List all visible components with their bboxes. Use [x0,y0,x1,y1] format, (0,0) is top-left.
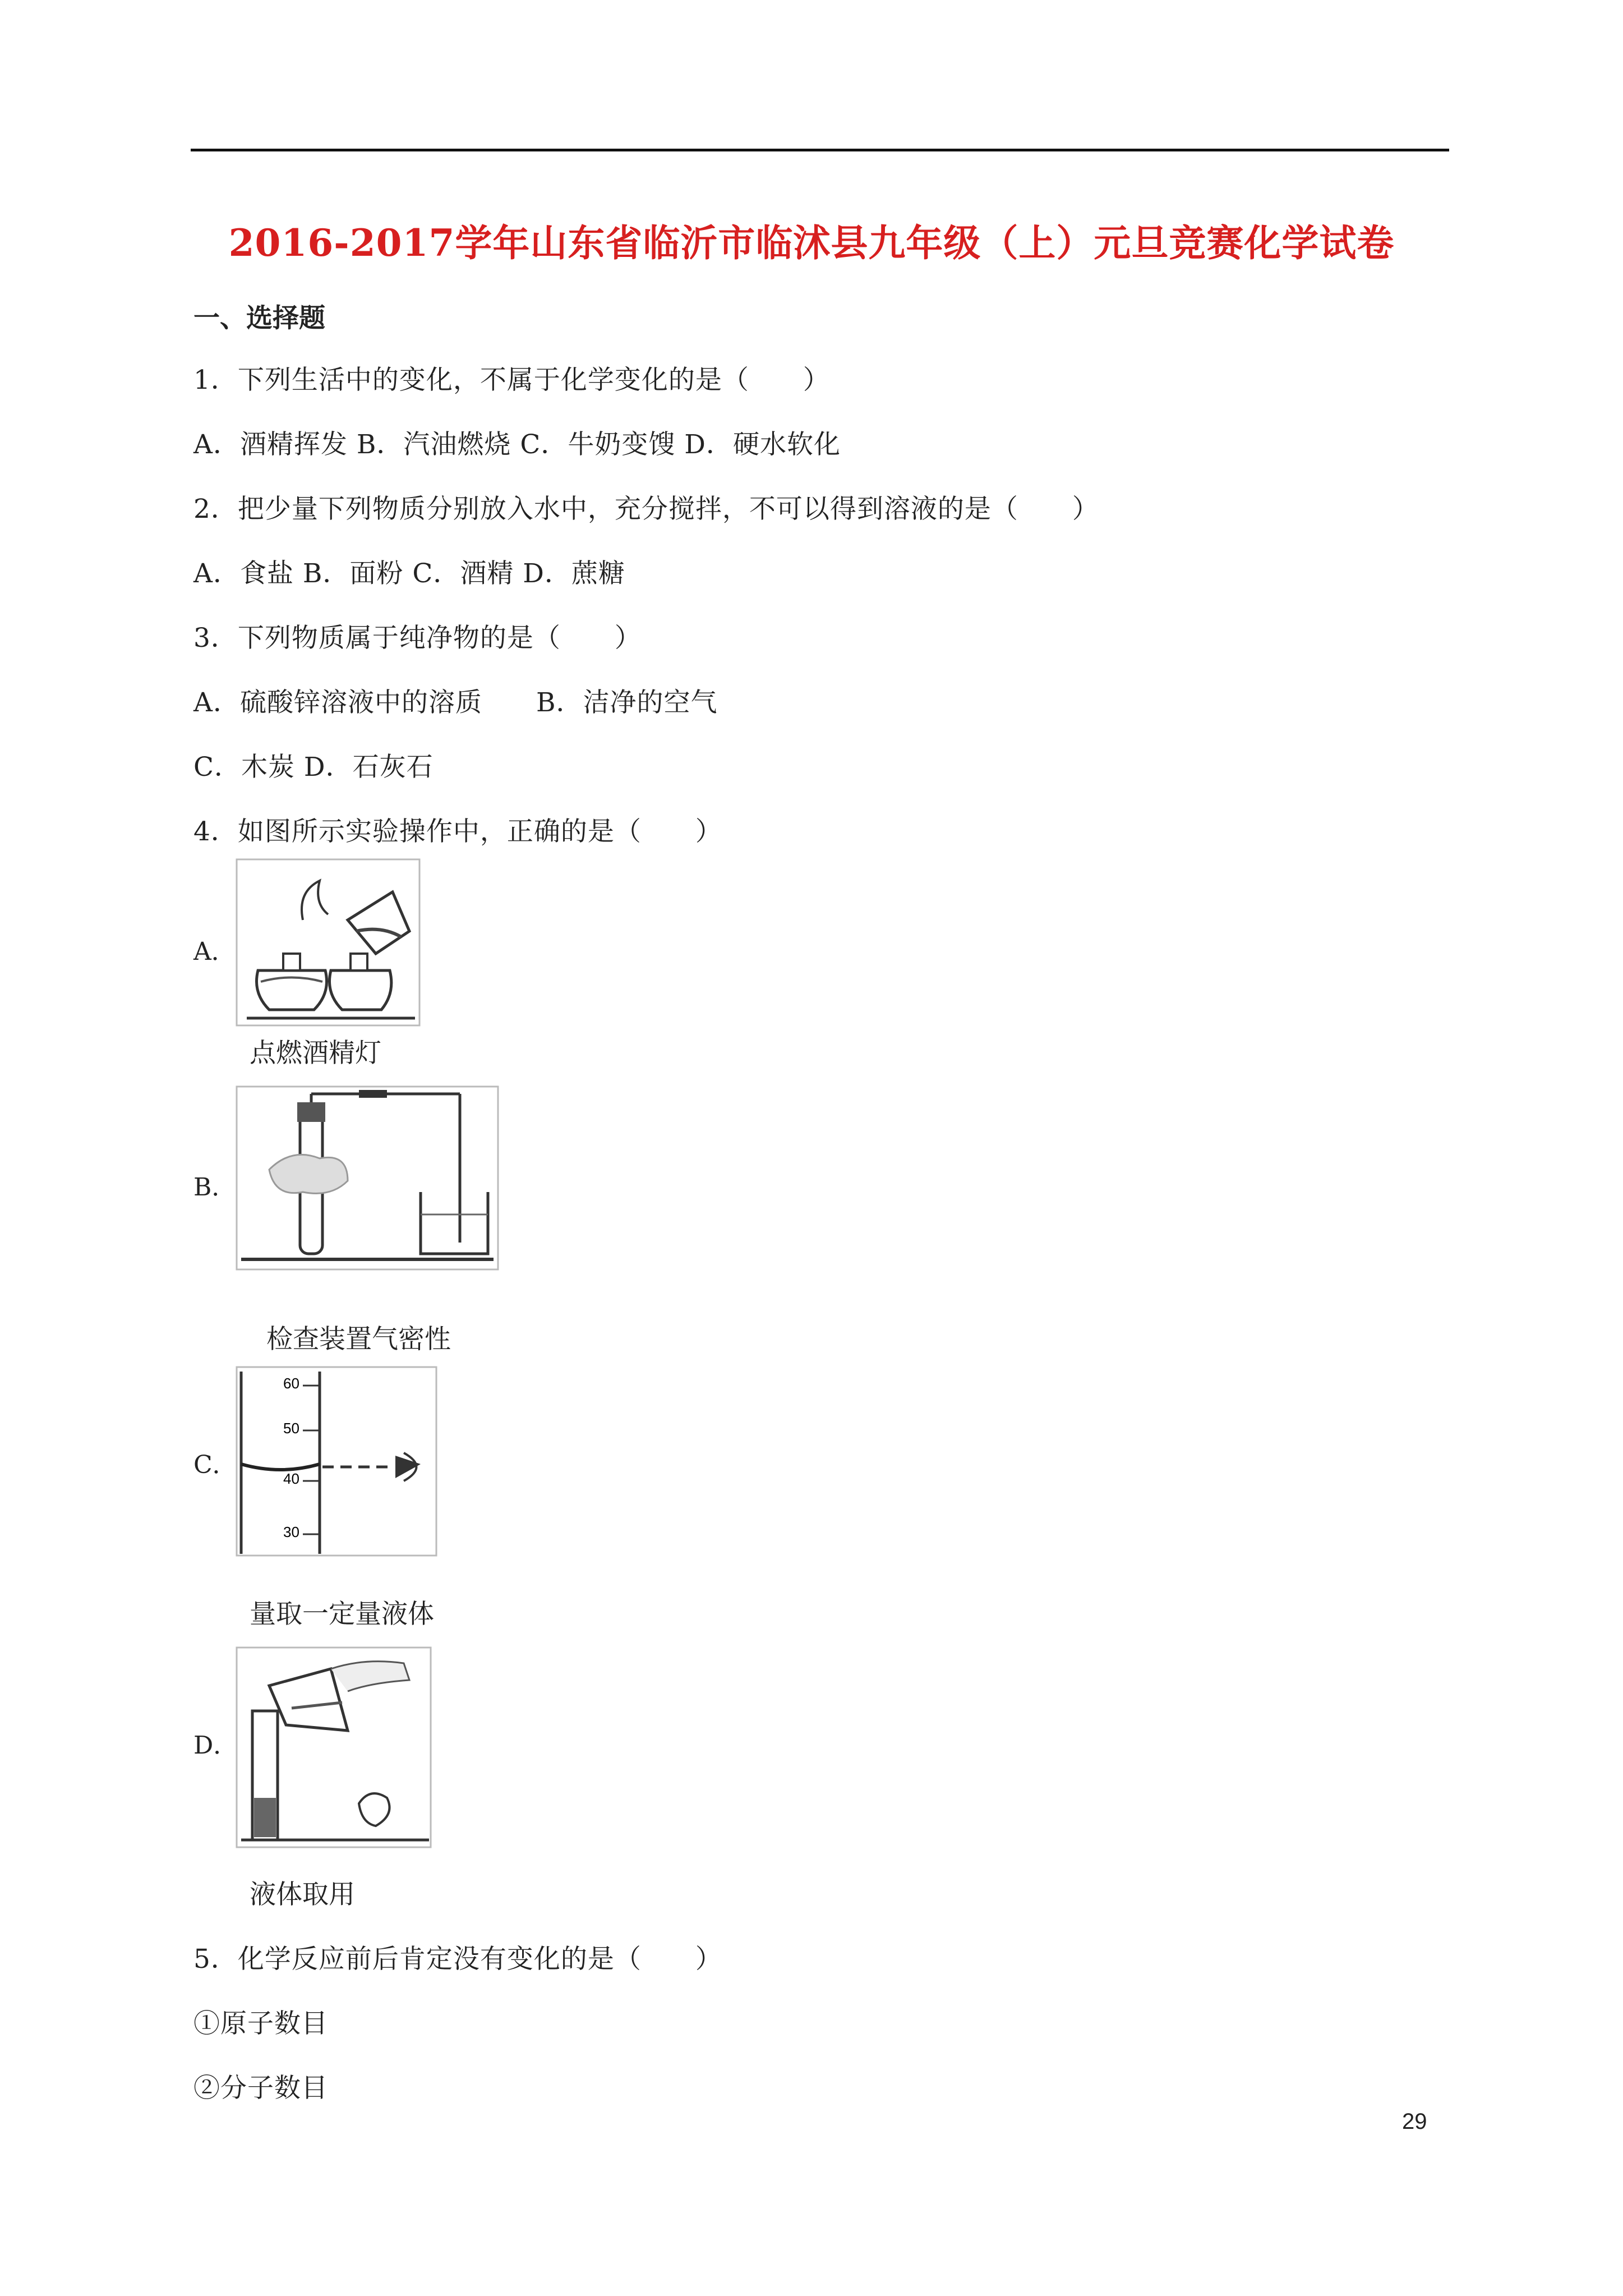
option-d-caption: 液体取用 [250,1879,355,1910]
paper-title: 2016-2017学年山东省临沂市临沭县九年级（上）元旦竞赛化学试卷 [228,221,1395,265]
option-a-caption: 点燃酒精灯 [250,1038,381,1069]
section-heading: 一、选择题 [193,303,325,334]
question-3: 3．下列物质属于纯净物的是（ ） [193,623,642,654]
tick-label-60: 60 [283,1375,299,1392]
header-rule [191,149,1449,151]
tick-label-40: 40 [283,1470,299,1487]
question-5-item-1: ①原子数目 [193,2008,328,2039]
figure-light-alcohol-lamp [236,858,421,1027]
question-3-options-row1: A．硫酸锌溶液中的溶质 B．洁净的空气 [193,687,718,718]
figure-measure-liquid [236,1366,437,1557]
tick-label-50: 50 [283,1420,299,1437]
option-d-label: D． [193,1731,238,1760]
figure-check-airtightness [236,1085,499,1271]
question-4: 4．如图所示实验操作中，正确的是（ ） [193,816,722,847]
tick-label-30: 30 [283,1524,299,1540]
figure-pour-liquid [236,1646,432,1848]
option-b-caption: 检查装置气密性 [266,1324,451,1355]
question-5-item-2: ②分子数目 [193,2073,328,2104]
option-a-label: A． [193,937,236,966]
question-3-options-row2: C．木炭 D．石灰石 [193,752,434,783]
question-1: 1．下列生活中的变化，不属于化学变化的是（ ） [193,365,830,395]
option-c-label: C． [193,1451,237,1479]
page-number: 29 [1402,2109,1427,2134]
option-c-caption: 量取一定量液体 [250,1599,434,1630]
question-5: 5．化学反应前后肯定没有变化的是（ ） [193,1944,722,1975]
question-2-options: A．食盐 B．面粉 C．酒精 D．蔗糖 [193,558,625,589]
question-1-options: A．酒精挥发 B．汽油燃烧 C．牛奶变馊 D．硬水软化 [193,429,841,460]
question-2: 2．把少量下列物质分别放入水中，充分搅拌，不可以得到溶液的是（ ） [193,494,1099,524]
option-b-label: B． [193,1173,237,1202]
